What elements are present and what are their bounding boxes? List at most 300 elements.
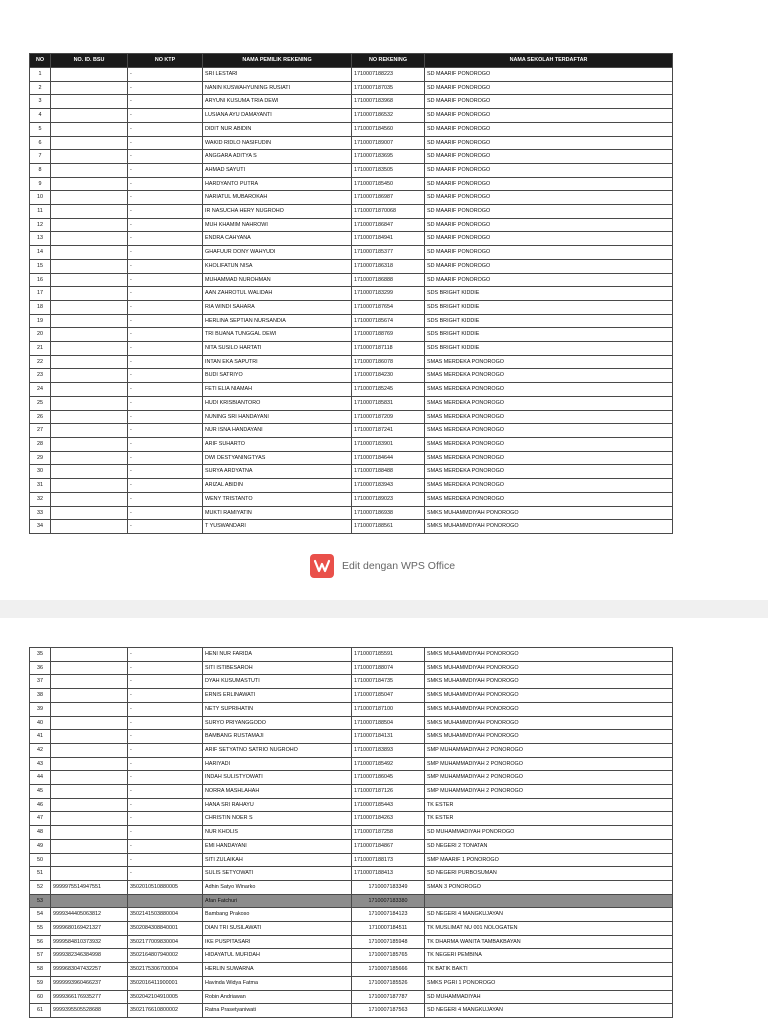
table-row [30,95,673,109]
cell-school: SMP MUHAMMADIYAH 2 PONOROGO [425,785,673,799]
cell-ktp: - [128,648,203,662]
cell-no: 49 [30,839,51,853]
cell-school: SD NEGERI 2 TONATAN [425,839,673,853]
table-row [30,136,673,150]
cell-ktp: - [128,867,203,881]
table-row [30,839,673,853]
cell-bsu-id [51,287,128,301]
cell-no: 41 [30,730,51,744]
cell-school: SD MAARIF PONOROGO [425,95,673,109]
cell-account-number: 1710007184131 [352,730,425,744]
cell-no: 43 [30,757,51,771]
wps-watermark-text: Edit dengan WPS Office [342,560,456,572]
table-row [30,383,673,397]
cell-bsu-id [51,314,128,328]
cell-account-holder: NORRA MASHLAHAH [203,785,352,799]
cell-account-holder: Ratna Prasetyaniwati [203,1004,352,1018]
cell-account-number: 1710007187126 [352,785,425,799]
cell-no: 36 [30,661,51,675]
table-row [30,867,673,881]
cell-school: SMAS MERDEKA PONOROGO [425,369,673,383]
cell-no: 60 [30,990,51,1004]
cell-bsu-id [51,259,128,273]
cell-ktp: - [128,812,203,826]
cell-account-number: 1710007185765 [352,949,425,963]
cell-account-number: 1710007185674 [352,314,425,328]
cell-account-number: 1710007187654 [352,300,425,314]
cell-account-number: 1710007185443 [352,798,425,812]
table-row [30,757,673,771]
cell-bsu-id [51,716,128,730]
cell-account-holder: DYAH KUSUMASTUTI [203,675,352,689]
table-row [30,771,673,785]
cell-account-holder: NUR KHOLIS [203,826,352,840]
cell-account-holder: NANIN KUSWAHYUNING RUSIATI [203,81,352,95]
cell-no: 13 [30,232,51,246]
cell-account-number: 1710007183349 [352,880,425,894]
cell-ktp: 3502175306700004 [128,963,203,977]
cell-no: 7 [30,150,51,164]
cell-school: SMAS MERDEKA PONOROGO [425,355,673,369]
cell-school: TK MUSLIMAT NU 001 NOLOGATEN [425,922,673,936]
cell-bsu-id: 9999344405063812 [51,908,128,922]
cell-ktp: 3502010510880005 [128,880,203,894]
cell-ktp: 3502016411900001 [128,976,203,990]
cell-bsu-id [51,396,128,410]
cell-no: 47 [30,812,51,826]
cell-school: SMKS MUHAMMDIYAH PONOROGO [425,689,673,703]
cell-account-holder: BUDI SATRIYO [203,369,352,383]
cell-ktp: 3502141503880004 [128,908,203,922]
table-row [30,287,673,301]
table-row [30,798,673,812]
cell-account-holder: Bambang Prakoso [203,908,352,922]
cell-no: 31 [30,479,51,493]
table-row [30,785,673,799]
cell-ktp: - [128,122,203,136]
cell-no: 34 [30,520,51,534]
cell-account-number: 1710007188413 [352,867,425,881]
cell-account-number: 1710007189007 [352,136,425,150]
cell-school: SD MAARIF PONOROGO [425,81,673,95]
cell-account-number: 1710007187241 [352,424,425,438]
cell-school: SD NEGERI 4 MANGKUJAYAN [425,1004,673,1018]
cell-ktp: - [128,743,203,757]
cell-account-number: 1710007184263 [352,812,425,826]
cell-school: SD NEGERI PURBOSUMAN [425,867,673,881]
table-row [30,492,673,506]
cell-account-number: 1710007188769 [352,328,425,342]
cell-ktp: - [128,506,203,520]
cell-ktp: - [128,300,203,314]
wps-watermark [310,554,455,578]
cell-ktp: - [128,479,203,493]
table-row [30,963,673,977]
cell-account-number: 1710007183695 [352,150,425,164]
cell-bsu-id: 9999366176935277 [51,990,128,1004]
cell-ktp: - [128,798,203,812]
cell-bsu-id [51,246,128,260]
cell-bsu-id: 9999584810373932 [51,935,128,949]
table-row [30,205,673,219]
cell-ktp: - [128,150,203,164]
cell-account-holder: MUHAMMAD NUROHMAN [203,273,352,287]
cell-bsu-id [51,730,128,744]
table-header-row [30,54,673,68]
cell-account-holder: ARIZAL ABIDIN [203,479,352,493]
cell-no: 11 [30,205,51,219]
cell-bsu-id: 9999993960466237 [51,976,128,990]
table-row [30,949,673,963]
cell-school: TK BATIK BAKTI [425,963,673,977]
table-row [30,894,673,908]
cell-no: 44 [30,771,51,785]
cell-school: SMAS MERDEKA PONOROGO [425,396,673,410]
cell-school: SMKS MUHAMMDIYAH PONOROGO [425,506,673,520]
cell-account-number: 1710007183901 [352,437,425,451]
cell-account-holder: HERLINA SEPTIAN NURSANDIA [203,314,352,328]
cell-no: 1 [30,68,51,82]
cell-account-holder: NUR ISNA HANDAYANI [203,424,352,438]
table-row [30,369,673,383]
cell-account-holder: AHMAD SAYUTI [203,163,352,177]
cell-no: 58 [30,963,51,977]
cell-bsu-id [51,109,128,123]
table-row [30,935,673,949]
cell-no: 24 [30,383,51,397]
cell-ktp [128,894,203,908]
cell-school: SD MUHAMMADIYAH [425,990,673,1004]
cell-no: 9 [30,177,51,191]
cell-ktp: - [128,520,203,534]
cell-ktp: - [128,689,203,703]
cell-account-number: 1710007183943 [352,479,425,493]
cell-school: SD MAARIF PONOROGO [425,259,673,273]
cell-no: 38 [30,689,51,703]
cell-school: SMAN 3 PONOROGO [425,880,673,894]
cell-ktp: - [128,383,203,397]
cell-no: 25 [30,396,51,410]
cell-ktp: - [128,287,203,301]
cell-ktp: - [128,785,203,799]
table-row [30,506,673,520]
cell-no: 5 [30,122,51,136]
table-row [30,437,673,451]
cell-ktp: 3502176610800002 [128,1004,203,1018]
cell-school: SMAS MERDEKA PONOROGO [425,383,673,397]
cell-ktp: 3502177009830004 [128,935,203,949]
cell-bsu-id [51,867,128,881]
cell-account-number: 1710007183505 [352,163,425,177]
cell-account-number: 1710007184644 [352,451,425,465]
cell-account-number: 1710007186987 [352,191,425,205]
table-row [30,191,673,205]
cell-bsu-id [51,648,128,662]
table-row [30,410,673,424]
cell-account-holder: TRI BUANA TUNGGAL DEWI [203,328,352,342]
cell-bsu-id [51,479,128,493]
cell-ktp: - [128,661,203,675]
table-row [30,853,673,867]
cell-school: SDS BRIGHT KIDDIE [425,328,673,342]
cell-account-holder: MUH KHAMIM NAHROWI [203,218,352,232]
table-row [30,1004,673,1018]
cell-ktp: - [128,355,203,369]
cell-no: 45 [30,785,51,799]
cell-no: 61 [30,1004,51,1018]
cell-account-number: 1710007187035 [352,81,425,95]
cell-bsu-id [51,355,128,369]
cell-account-number: 1710007187118 [352,342,425,356]
cell-bsu-id [51,812,128,826]
cell-account-holder: Havinda Widya Fatma [203,976,352,990]
cell-ktp: - [128,191,203,205]
cell-no: 29 [30,451,51,465]
table-body [30,648,673,1018]
cell-ktp: - [128,163,203,177]
cell-bsu-id [51,136,128,150]
table-row [30,908,673,922]
cell-ktp: - [128,826,203,840]
cell-school: SMAS MERDEKA PONOROGO [425,424,673,438]
cell-bsu-id [51,328,128,342]
cell-bsu-id [51,675,128,689]
cell-ktp: - [128,465,203,479]
cell-account-holder: IR NASUCHA HERY NUGROHO [203,205,352,219]
cell-account-number: 1710007183380 [352,894,425,908]
cell-account-number: 1710007186078 [352,355,425,369]
cell-bsu-id [51,383,128,397]
table-row [30,342,673,356]
cell-bsu-id [51,689,128,703]
cell-account-holder: T YUSWANDARI [203,520,352,534]
cell-account-holder: WAKID RIDLO NASIFUDIN [203,136,352,150]
table-row [30,396,673,410]
cell-account-holder: HUDI KRISBIANTORO [203,396,352,410]
cell-bsu-id [51,798,128,812]
cell-bsu-id [51,177,128,191]
cell-school: SMAS MERDEKA PONOROGO [425,492,673,506]
cell-no: 12 [30,218,51,232]
table-body [30,68,673,534]
cell-account-number: 1710007185245 [352,383,425,397]
cell-bsu-id [51,410,128,424]
cell-account-number: 1710007185526 [352,976,425,990]
cell-account-holder: KHOLIFATUN NISA [203,259,352,273]
cell-school: SMKS MUHAMMDIYAH PONOROGO [425,520,673,534]
cell-bsu-id: 9999975514947551 [51,880,128,894]
header-no: NO [30,54,51,68]
table-row [30,520,673,534]
cell-no: 35 [30,648,51,662]
table-row [30,689,673,703]
cell-account-number: 1710007184560 [352,122,425,136]
cell-account-holder: HENI NUR FARIDA [203,648,352,662]
cell-account-number: 1710007186318 [352,259,425,273]
cell-school: SMKS PGRI 1 PONOROGO [425,976,673,990]
cell-school: SMAS MERDEKA PONOROGO [425,437,673,451]
table-row [30,661,673,675]
cell-school: TK NEGERI PEMBINA [425,949,673,963]
cell-bsu-id [51,520,128,534]
cell-account-holder: SURYA ARDYATNA [203,465,352,479]
cell-no: 50 [30,853,51,867]
cell-no: 22 [30,355,51,369]
cell-school: TK ESTER [425,798,673,812]
cell-school: SD MAARIF PONOROGO [425,191,673,205]
cell-ktp: - [128,771,203,785]
recipient-table-page-1 [29,53,673,534]
cell-school: SD MAARIF PONOROGO [425,177,673,191]
cell-school: SMP MUHAMMADIYAH 2 PONOROGO [425,757,673,771]
cell-school: SMAS MERDEKA PONOROGO [425,479,673,493]
cell-account-holder: AAN ZAHROTUL WALIDAH [203,287,352,301]
cell-account-number: 1710007185831 [352,396,425,410]
table-row [30,976,673,990]
cell-account-number: 1710007186045 [352,771,425,785]
table-row [30,122,673,136]
cell-school: SD MAARIF PONOROGO [425,122,673,136]
cell-school: SMAS MERDEKA PONOROGO [425,465,673,479]
table-row [30,300,673,314]
cell-account-number: 1710007188504 [352,716,425,730]
cell-no: 2 [30,81,51,95]
table-row [30,150,673,164]
cell-account-number: 1710007185492 [352,757,425,771]
cell-account-number: 1710007185047 [352,689,425,703]
cell-account-holder: GHAFUUR DONY WAHYUDI [203,246,352,260]
cell-account-number: 1710007185377 [352,246,425,260]
cell-ktp: - [128,451,203,465]
cell-account-holder: NITA SUSILO HARTATI [203,342,352,356]
cell-school: SMKS MUHAMMDIYAH PONOROGO [425,716,673,730]
cell-no: 40 [30,716,51,730]
cell-ktp: - [128,342,203,356]
cell-account-holder: Robin Andriawan [203,990,352,1004]
cell-account-holder: ERNIS ERLINAWATI [203,689,352,703]
cell-ktp: - [128,410,203,424]
cell-bsu-id [51,839,128,853]
cell-no: 8 [30,163,51,177]
header-account-number: NO REKENING [352,54,425,68]
cell-school: SD MAARIF PONOROGO [425,246,673,260]
cell-bsu-id [51,492,128,506]
table-row [30,259,673,273]
cell-account-number: 1710007183299 [352,287,425,301]
cell-account-holder: SRI LESTARI [203,68,352,82]
cell-account-number: 1710007187787 [352,990,425,1004]
cell-account-holder: IKE PUSPITASARI [203,935,352,949]
table-row [30,218,673,232]
cell-account-number: 1710007184735 [352,675,425,689]
cell-bsu-id [51,369,128,383]
cell-ktp: - [128,424,203,438]
cell-account-holder: ENDRA CAHYANA [203,232,352,246]
cell-school: SD MAARIF PONOROGO [425,109,673,123]
cell-bsu-id [51,342,128,356]
table-row [30,716,673,730]
cell-ktp: - [128,95,203,109]
cell-school: SD MAARIF PONOROGO [425,205,673,219]
table-row [30,424,673,438]
table-row [30,479,673,493]
cell-account-number: 1710007185948 [352,935,425,949]
cell-account-number: 1710007184867 [352,839,425,853]
cell-account-holder: BAMBANG RUSTAMAJI [203,730,352,744]
cell-school: SDS BRIGHT KIDDIE [425,287,673,301]
header-ktp: NO KTP [128,54,203,68]
cell-ktp: - [128,314,203,328]
cell-school: SMAS MERDEKA PONOROGO [425,451,673,465]
cell-no: 42 [30,743,51,757]
cell-no: 39 [30,702,51,716]
cell-account-number: 1710007185591 [352,648,425,662]
cell-account-number: 1710007185666 [352,963,425,977]
cell-bsu-id: 9999680169421327 [51,922,128,936]
cell-school: SMAS MERDEKA PONOROGO [425,410,673,424]
cell-no: 53 [30,894,51,908]
cell-ktp: - [128,136,203,150]
cell-bsu-id [51,273,128,287]
cell-ktp: - [128,757,203,771]
cell-no: 21 [30,342,51,356]
cell-no: 14 [30,246,51,260]
table-row [30,812,673,826]
cell-account-holder: RIA WINDI SAHARA [203,300,352,314]
cell-account-holder: ARIF SUHARTO [203,437,352,451]
table-row [30,68,673,82]
cell-school: SMKS MUHAMMDIYAH PONOROGO [425,730,673,744]
cell-school: SMKS MUHAMMDIYAH PONOROGO [425,675,673,689]
cell-bsu-id [51,232,128,246]
cell-no: 57 [30,949,51,963]
cell-account-number: 1710007188561 [352,520,425,534]
cell-no: 3 [30,95,51,109]
table-row [30,246,673,260]
cell-account-holder: HARDYANTO PUTRA [203,177,352,191]
header-school: NAMA SEKOLAH TERDAFTAR [425,54,673,68]
cell-account-number: 1710007184123 [352,908,425,922]
table-row [30,109,673,123]
cell-ktp: - [128,232,203,246]
header-account-holder: NAMA PEMILIK REKENING [203,54,352,68]
cell-ktp: - [128,177,203,191]
cell-bsu-id [51,300,128,314]
cell-school: TK ESTER [425,812,673,826]
cell-account-holder: CHRISTIN NOER S [203,812,352,826]
cell-school: SDS BRIGHT KIDDIE [425,300,673,314]
cell-account-holder: DWI DESTYANINGTYAS [203,451,352,465]
cell-no: 37 [30,675,51,689]
cell-account-holder: HIDAYATUL MUFIDAH [203,949,352,963]
cell-account-holder: HERLIN SUWARNA [203,963,352,977]
cell-ktp: - [128,675,203,689]
cell-account-number: 1710007188488 [352,465,425,479]
cell-no: 51 [30,867,51,881]
cell-bsu-id [51,150,128,164]
table-row [30,177,673,191]
cell-account-number: 1710007186938 [352,506,425,520]
cell-no: 15 [30,259,51,273]
cell-account-holder: NETY SUPRIHATIN [203,702,352,716]
cell-ktp: - [128,273,203,287]
cell-school: SMP MUHAMMADIYAH 2 PONOROGO [425,743,673,757]
cell-no: 23 [30,369,51,383]
cell-bsu-id [51,743,128,757]
cell-bsu-id [51,437,128,451]
cell-account-holder: HANA SRI RAHAYU [203,798,352,812]
cell-no: 55 [30,922,51,936]
